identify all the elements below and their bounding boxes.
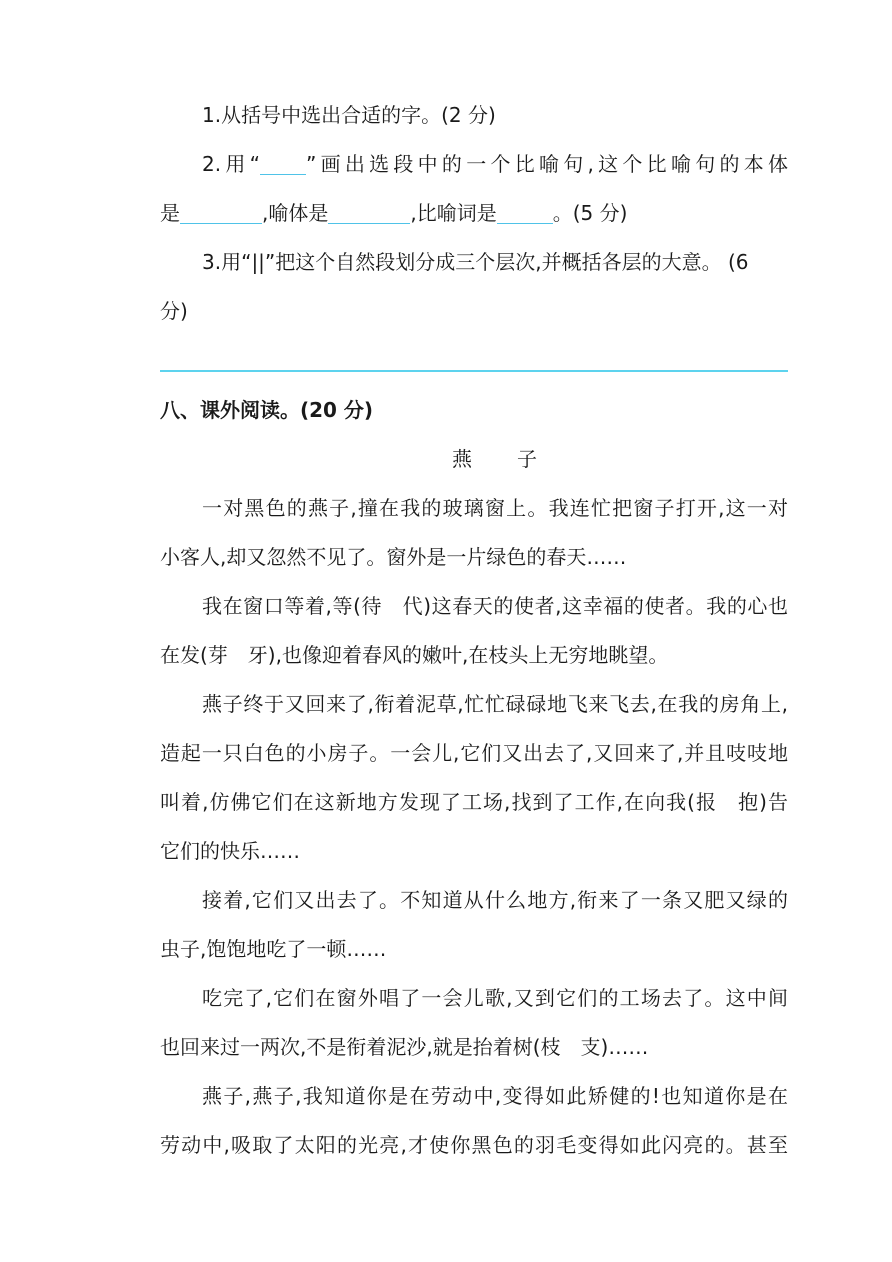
passage-title-char-1: 燕 [452,447,472,471]
wavy-line-blank[interactable] [260,152,306,175]
question-3-line-1: 3.用“||”把这个自然段划分成三个层次,并概括各层的大意。 (6 [202,250,749,274]
passage-line: 在发(芽 牙),也像迎着春风的嫩叶,在枝头上无穷地眺望。 [160,643,669,667]
tenor-blank[interactable] [180,201,262,224]
passage-line: 燕子终于又回来了,衔着泥草,忙忙碌碌地飞来飞去,在我的房角上, [202,692,788,716]
passage-line: 接着,它们又出去了。不知道从什么地方,衔来了一条又肥又绿的 [202,888,788,912]
question-2-text: ”画出选段中的一个比喻句,这个比喻句的本体 [305,152,789,176]
q2-text-b: ,喻体是 [262,201,329,225]
question-3-line-2: 分) [160,299,188,323]
vehicle-blank[interactable] [328,201,410,224]
passage-line: 造起一只白色的小房子。一会儿,它们又出去了,又回来了,并且吱吱地 [160,741,788,765]
passage-line: 它们的快乐…… [160,839,300,863]
q2-text-d: 。(5 分) [552,201,628,225]
passage-line: 我在窗口等着,等(待 代)这春天的使者,这幸福的使者。我的心也 [202,594,788,618]
question-1: 1.从括号中选出合适的字。(2 分) [202,103,496,127]
question-2-line-1 [202,150,788,178]
q2-text-a: 是 [160,201,180,225]
passage-line: 劳动中,吸取了太阳的光亮,才使你黑色的羽毛变得如此闪亮的。甚至 [160,1133,788,1157]
passage-title-char-2: 子 [517,447,537,471]
divider-line [160,370,788,372]
passage-line: 燕子,燕子,我知道你是在劳动中,变得如此矫健的!也知道你是在 [202,1084,788,1108]
passage-line: 虫子,饱饱地吃了一顿…… [160,937,387,961]
question-2-prefix: 2.用“ [202,152,260,176]
passage-line: 吃完了,它们在窗外唱了一会儿歌,又到它们的工场去了。这中间 [202,986,788,1010]
q2-text-c: ,比喻词是 [410,201,497,225]
passage-line: 小客人,却又忽然不见了。窗外是一片绿色的春天…… [160,545,627,569]
passage-line: 叫着,仿佛它们在这新地方发现了工场,找到了工作,在向我(报 抱)告 [160,790,788,814]
passage-line: 一对黑色的燕子,撞在我的玻璃窗上。我连忙把窗子打开,这一对 [202,496,788,520]
passage-line: 也回来过一两次,不是衔着泥沙,就是抬着树(枝 支)…… [160,1035,649,1059]
comparison-word-blank[interactable] [497,201,553,224]
section-heading: 八、课外阅读。(20 分) [160,398,374,422]
question-2-line-2 [160,199,788,227]
